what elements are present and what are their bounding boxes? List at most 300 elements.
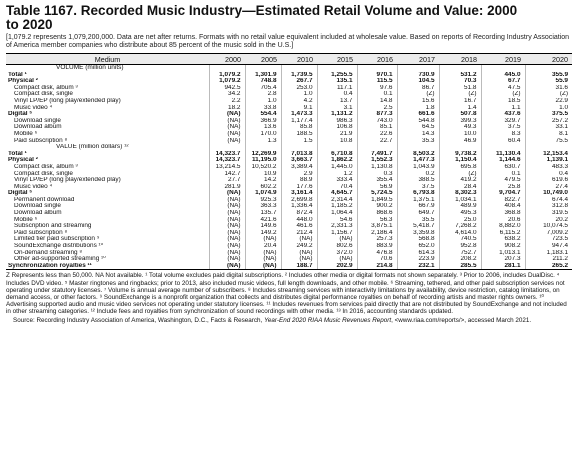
data-cell: 568.8 <box>397 236 439 243</box>
data-cell: 1,144.6 <box>481 157 525 164</box>
data-cell: 3,359.8 <box>397 230 439 237</box>
data-cell: 12,153.4 <box>525 151 572 158</box>
data-cell: 257.2 <box>525 118 572 125</box>
data-cell: 8,302.3 <box>439 190 481 197</box>
empty-cell <box>317 65 357 72</box>
data-cell: 35.3 <box>397 138 439 145</box>
data-cell: 0.1 <box>357 91 397 98</box>
data-cell: 2,331.3 <box>317 223 357 230</box>
data-cell: 2,314.4 <box>317 197 357 204</box>
table-row <box>6 98 572 105</box>
data-cell: 75.5 <box>525 138 572 145</box>
data-cell: 748.8 <box>245 78 281 85</box>
data-cell: 55.9 <box>525 78 572 85</box>
data-cell: 85.8 <box>281 124 317 131</box>
table-row <box>6 177 572 184</box>
data-cell: 135.1 <box>317 78 357 85</box>
data-cell: 214.8 <box>357 263 397 270</box>
data-cell: 8,882.0 <box>481 223 525 230</box>
data-cell: 2.5 <box>357 105 397 112</box>
data-cell: 35.5 <box>397 217 439 224</box>
row-label: Vinyl LP/EP (long play/extended play) <box>14 177 121 184</box>
row-label: Download album <box>14 210 62 217</box>
data-cell: 638.2 <box>481 236 525 243</box>
data-cell: 445.0 <box>481 72 525 79</box>
data-cell: (NA) <box>209 263 245 270</box>
empty-cell <box>397 65 439 72</box>
empty-cell <box>525 144 572 151</box>
table-row <box>6 124 572 131</box>
data-cell: 602.2 <box>245 184 281 191</box>
data-cell: 207.3 <box>481 256 525 263</box>
data-cell: 368.8 <box>481 210 525 217</box>
data-cell: 877.3 <box>357 111 397 118</box>
table-row <box>6 157 572 164</box>
empty-cell <box>525 65 572 72</box>
data-cell: 88.9 <box>281 177 317 184</box>
data-cell: 281.1 <box>481 263 525 270</box>
data-cell: 2,699.8 <box>281 197 317 204</box>
data-cell: 399.3 <box>439 118 481 125</box>
column-header-year: 2000 <box>209 54 245 65</box>
data-cell: 281.9 <box>209 184 245 191</box>
data-cell: 2.9 <box>281 171 317 178</box>
data-cell: 60.4 <box>481 138 525 145</box>
table-headnote: [1,079.2 represents 1,079,200,000. Data are net after returns. Formats with no retail value equivalent included at wholesale value. Based on reports of Recording Industry Association of America member companies who distribute about 85 percent of the music sold in the U.S.] <box>6 34 570 49</box>
empty-cell <box>245 65 281 72</box>
data-cell: 3,875.1 <box>357 223 397 230</box>
table-row <box>6 250 572 257</box>
data-cell: 67.7 <box>481 78 525 85</box>
section-header: VALUE (million dollars) ¹² <box>56 144 129 151</box>
data-cell: 177.6 <box>281 184 317 191</box>
data-cell: 11,195.0 <box>245 157 281 164</box>
table-row <box>6 230 572 237</box>
column-header-year: 2005 <box>245 54 281 65</box>
row-label: Digital ⁵ <box>8 190 33 197</box>
table-row <box>6 138 572 145</box>
column-header-year: 2016 <box>357 54 397 65</box>
data-cell: 1.0 <box>281 91 317 98</box>
data-cell: 388.5 <box>397 177 439 184</box>
row-label: Limited tier paid subscription ⁹ <box>14 236 100 243</box>
data-cell: 10.0 <box>439 131 481 138</box>
data-cell: 740.5 <box>439 236 481 243</box>
data-cell: 695.8 <box>439 164 481 171</box>
data-cell: 7,009.2 <box>525 230 572 237</box>
data-cell: 661.6 <box>397 111 439 118</box>
data-cell: 495.3 <box>439 210 481 217</box>
data-cell: 34.2 <box>209 91 245 98</box>
data-cell: 476.8 <box>357 250 397 257</box>
data-cell: 135.7 <box>245 210 281 217</box>
data-cell: 1,301.9 <box>245 72 281 79</box>
data-cell: 115.5 <box>357 78 397 85</box>
table-row <box>6 197 572 204</box>
table-row <box>6 151 572 158</box>
row-label: SoundExchange distributions ¹⁰ <box>14 243 104 250</box>
data-cell: 249.2 <box>281 243 317 250</box>
data-cell: 802.6 <box>317 243 357 250</box>
data-cell: 2.8 <box>245 91 281 98</box>
data-cell: 106.8 <box>317 124 357 131</box>
data-cell: (NA) <box>209 250 245 257</box>
data-cell: 22.9 <box>525 98 572 105</box>
column-header-year: 2018 <box>439 54 481 65</box>
data-cell: 1.1 <box>481 105 525 112</box>
data-cell: 142.7 <box>209 171 245 178</box>
column-header-year: 2010 <box>281 54 317 65</box>
data-cell: 1,862.2 <box>317 157 357 164</box>
data-cell: 743.0 <box>357 118 397 125</box>
data-cell: 149.2 <box>245 230 281 237</box>
data-cell: 223.9 <box>397 256 439 263</box>
table-row <box>6 184 572 191</box>
row-label: Compact disk, album ³ <box>14 163 78 170</box>
data-cell: 6,115.2 <box>481 230 525 237</box>
data-cell: (Z) <box>397 91 439 98</box>
data-cell: 14,323.7 <box>209 151 245 158</box>
column-header-year: 2015 <box>317 54 357 65</box>
data-table <box>6 53 572 270</box>
row-label: Mobile ⁶ <box>14 216 38 223</box>
data-cell: 6,710.8 <box>317 151 357 158</box>
data-cell: 1,013.1 <box>481 250 525 257</box>
row-label: Total ¹ <box>8 150 27 157</box>
table-row <box>6 203 572 210</box>
data-cell: (NA) <box>209 256 245 263</box>
title-line-2: to 2020 <box>6 17 53 32</box>
data-cell: 49.3 <box>439 124 481 131</box>
data-cell: 630.7 <box>481 164 525 171</box>
data-cell: 8.1 <box>525 131 572 138</box>
data-cell: 285.5 <box>439 263 481 270</box>
data-cell: 20.4 <box>245 243 281 250</box>
data-cell: 15.6 <box>397 98 439 105</box>
table-row <box>6 105 572 112</box>
data-cell: 1,150.4 <box>439 157 481 164</box>
footnotes: Z Represents less than 50,000. NA Not available. ¹ Total volume excludes paid digital subscriptions. ² Includes other media or digital formats not shown separately. ³ Prior to 2006, includes DualDisc. ⁴ Includes DVD video. ⁵ Master ringtones and ringbacks; prior to 2013, also included music videos, full length downloads, and other mobile. ⁶ Streaming, tethered, and other paid subscription services not operating under statutory licenses. ⁷ Volume is annual average number of subscribers. ⁸ Includes streaming services with interactivity limitations by availability, device restriction, catalog limitations, on demand access, or other factors. ⁹ SoundExchange is a nonprofit organization that collects and distributes digital performance royalties on behalf of recording artists and master rights owners. ¹⁰ Advertising supported audio and music video services not operating under statutory licenses. ¹¹ Includes revenues from services paid directly that are not distributed by SoundExchange and not included in other streaming categories. ¹² Include fees and royalties from synchronization of sound recordings with other media. ¹³ In 2016, accounting standards updated. <box>6 272 567 315</box>
data-cell: 4,645.7 <box>317 190 357 197</box>
data-cell: 868.6 <box>357 210 397 217</box>
data-cell: (Z) <box>481 91 525 98</box>
row-label: Paid subscription ⁸ <box>14 137 68 144</box>
row-label: Vinyl LP/EP (long play/extended play) <box>14 97 121 104</box>
data-cell: 1,336.4 <box>281 203 317 210</box>
data-cell: 1,375.1 <box>397 197 439 204</box>
header-row <box>6 54 572 65</box>
empty-cell <box>481 144 525 151</box>
data-cell: 9,738.2 <box>439 151 481 158</box>
row-label: Physical ² <box>8 78 38 85</box>
table-row <box>6 263 572 270</box>
data-cell: 872.4 <box>281 210 317 217</box>
row-label: Music video ⁴ <box>14 183 53 190</box>
data-cell: 1,473.3 <box>281 111 317 118</box>
empty-cell <box>439 65 481 72</box>
data-cell: (NA) <box>317 236 357 243</box>
data-cell: 448.0 <box>281 217 317 224</box>
data-cell: 5,418.7 <box>397 223 439 230</box>
data-cell: 1.4 <box>439 105 481 112</box>
data-cell: 5,724.5 <box>357 190 397 197</box>
data-cell: 942.5 <box>209 85 245 92</box>
data-cell: 27.7 <box>209 177 245 184</box>
data-cell: 31.6 <box>525 85 572 92</box>
data-cell: 614.3 <box>397 250 439 257</box>
section-header: VOLUME (million units) <box>56 64 124 71</box>
data-cell: 7,268.2 <box>439 223 481 230</box>
source-suffix: , <www.riaa.com/reports/>, accessed March 2021. <box>391 316 532 324</box>
data-cell: 10,074.5 <box>525 223 572 230</box>
data-cell: 10,520.2 <box>245 164 281 171</box>
data-cell: 0.1 <box>481 171 525 178</box>
data-cell: (NA) <box>245 263 281 270</box>
data-cell: 479.5 <box>481 177 525 184</box>
data-cell: 1.2 <box>317 171 357 178</box>
empty-cell <box>397 144 439 151</box>
data-cell: 188.5 <box>281 131 317 138</box>
data-cell: 7,491.7 <box>357 151 397 158</box>
data-cell: (NA) <box>209 197 245 204</box>
data-cell: 1.5 <box>281 138 317 145</box>
data-cell: 12,269.9 <box>245 151 281 158</box>
data-cell: 1,064.4 <box>317 210 357 217</box>
row-label: Compact disk, album ³ <box>14 84 78 91</box>
document-page <box>6 0 572 324</box>
data-cell: 86.7 <box>397 85 439 92</box>
data-cell: 46.9 <box>439 138 481 145</box>
data-cell: 47.5 <box>481 85 525 92</box>
table-row <box>6 118 572 125</box>
data-cell: (NA) <box>209 243 245 250</box>
data-cell: 363.3 <box>245 203 281 210</box>
title-line-1: Table 1167. Recorded Music Industry—Estimated Retail Volume and Value: 2000 <box>6 3 518 18</box>
data-cell: 1,739.5 <box>281 72 317 79</box>
data-cell: 10.9 <box>245 171 281 178</box>
row-label: Music video ⁴ <box>14 104 53 111</box>
row-label: Mobile ⁶ <box>14 130 38 137</box>
data-cell: (NA) <box>245 236 281 243</box>
table-row <box>6 85 572 92</box>
row-label: Paid subscription ⁸ <box>14 229 68 236</box>
empty-cell <box>209 65 245 72</box>
data-cell: 54.6 <box>317 217 357 224</box>
data-cell: 375.5 <box>525 111 572 118</box>
data-cell: 1,043.9 <box>397 164 439 171</box>
section-header-row <box>6 65 572 72</box>
column-header-medium: Medium <box>6 54 209 65</box>
data-cell: 70.6 <box>357 256 397 263</box>
data-cell: 947.4 <box>525 243 572 250</box>
data-cell: 908.2 <box>481 243 525 250</box>
data-cell: 0.4 <box>317 91 357 98</box>
column-header-year: 2017 <box>397 54 439 65</box>
source-prefix: Source: Recording Industry Association of America, Washington, D.C., Facts & Research, <box>13 316 265 324</box>
table-row <box>6 223 572 230</box>
data-cell: 408.4 <box>481 203 525 210</box>
data-cell: 4,614.0 <box>439 230 481 237</box>
data-cell: 9.1 <box>281 105 317 112</box>
data-cell: (Z) <box>439 91 481 98</box>
table-title <box>6 4 572 32</box>
table-row <box>6 256 572 263</box>
row-label: Compact disk, single <box>14 170 73 177</box>
data-cell: 8,503.2 <box>397 151 439 158</box>
data-cell: 3,161.4 <box>281 190 317 197</box>
row-label: Download single <box>14 117 61 124</box>
data-cell: 3,389.4 <box>281 164 317 171</box>
data-cell: 333.4 <box>317 177 357 184</box>
data-cell: 70.3 <box>439 78 481 85</box>
row-label: Download single <box>14 203 61 210</box>
data-cell: 667.9 <box>397 203 439 210</box>
data-cell: (NA) <box>281 250 317 257</box>
row-label: Download album <box>14 124 62 131</box>
data-cell: 970.1 <box>357 72 397 79</box>
table-row <box>6 210 572 217</box>
data-cell: 419.2 <box>439 177 481 184</box>
table-row <box>6 217 572 224</box>
empty-cell <box>317 144 357 151</box>
data-cell: 56.9 <box>357 184 397 191</box>
table-row <box>6 190 572 197</box>
data-cell: 1,445.0 <box>317 164 357 171</box>
data-cell: 372.0 <box>317 250 357 257</box>
data-cell: 1,177.4 <box>281 118 317 125</box>
data-cell: 1.0 <box>245 98 281 105</box>
table-row <box>6 236 572 243</box>
data-cell: (Z) <box>439 171 481 178</box>
data-cell: 18.5 <box>481 98 525 105</box>
data-cell: 1,130.8 <box>357 164 397 171</box>
row-label: Other ad-supported streaming ¹⁰ <box>14 256 106 263</box>
data-cell: 1,156.7 <box>317 230 357 237</box>
data-cell: (NA) <box>209 217 245 224</box>
empty-cell <box>357 144 397 151</box>
empty-cell <box>439 144 481 151</box>
data-cell: 649.7 <box>397 210 439 217</box>
row-label: Compact disk, single <box>14 91 73 98</box>
data-cell: 257.3 <box>357 236 397 243</box>
row-label: Physical ² <box>8 157 38 164</box>
data-cell: (NA) <box>209 230 245 237</box>
data-cell: 437.6 <box>481 111 525 118</box>
row-label: Total ¹ <box>8 71 27 78</box>
table-row <box>6 131 572 138</box>
data-cell: (NA) <box>209 118 245 125</box>
data-cell: 212.4 <box>281 230 317 237</box>
data-cell: 14,323.7 <box>209 157 245 164</box>
data-cell: 1,131.2 <box>317 111 357 118</box>
data-cell: 85.1 <box>357 124 397 131</box>
data-cell: 97.6 <box>357 85 397 92</box>
data-cell: 25.8 <box>481 184 525 191</box>
data-cell: 674.4 <box>525 197 572 204</box>
data-cell: 544.8 <box>397 118 439 125</box>
data-cell: 319.5 <box>525 210 572 217</box>
data-cell: 14.3 <box>397 131 439 138</box>
data-cell: 2,186.4 <box>357 230 397 237</box>
data-cell: 1,183.1 <box>525 250 572 257</box>
data-cell: 13,214.5 <box>209 164 245 171</box>
empty-cell <box>245 144 281 151</box>
data-cell: (NA) <box>209 236 245 243</box>
source-title: Year-End 2020 RIAA Music Revenues Report <box>264 316 392 324</box>
data-cell: (NA) <box>281 256 317 263</box>
data-cell: 3.1 <box>317 105 357 112</box>
data-cell: (NA) <box>317 256 357 263</box>
column-header-year: 2020 <box>525 54 572 65</box>
column-header-year: 2019 <box>481 54 525 65</box>
data-cell: 0.4 <box>525 171 572 178</box>
empty-cell <box>281 65 317 72</box>
data-cell: 1,074.9 <box>245 190 281 197</box>
data-cell: 925.3 <box>245 197 281 204</box>
table-row <box>6 243 572 250</box>
table-row <box>6 72 572 79</box>
data-cell: 37.5 <box>397 184 439 191</box>
data-cell: 33.1 <box>525 124 572 131</box>
row-label: Subscription and streaming <box>14 223 92 230</box>
data-cell: (NA) <box>209 203 245 210</box>
data-cell: 13.6 <box>245 124 281 131</box>
data-cell: 1,079.2 <box>209 72 245 79</box>
data-cell: 20.6 <box>481 217 525 224</box>
source-note <box>6 317 572 324</box>
empty-cell <box>481 65 525 72</box>
table-row <box>6 78 572 85</box>
data-cell: (NA) <box>281 236 317 243</box>
data-cell: 952.8 <box>439 243 481 250</box>
data-cell: 1,034.1 <box>439 197 481 204</box>
data-cell: 0.2 <box>397 171 439 178</box>
table-row <box>6 164 572 171</box>
data-cell: 2.2 <box>209 98 245 105</box>
data-cell: 13.7 <box>317 98 357 105</box>
data-cell: 202.9 <box>317 263 357 270</box>
data-cell: 507.8 <box>439 111 481 118</box>
data-cell: 22.6 <box>357 131 397 138</box>
data-cell: 366.9 <box>245 118 281 125</box>
data-cell: (NA) <box>209 138 245 145</box>
data-cell: 723.5 <box>525 236 572 243</box>
data-cell: 25.0 <box>439 217 481 224</box>
data-cell: 51.8 <box>439 85 481 92</box>
data-cell: 1,139.1 <box>525 157 572 164</box>
data-cell: 149.6 <box>245 223 281 230</box>
data-cell: 822.7 <box>481 197 525 204</box>
table-row <box>6 91 572 98</box>
empty-cell <box>281 144 317 151</box>
data-cell: 70.4 <box>317 184 357 191</box>
data-cell: (NA) <box>209 131 245 138</box>
data-cell: 554.4 <box>245 111 281 118</box>
data-cell: 211.2 <box>525 256 572 263</box>
data-cell: 188.7 <box>281 263 317 270</box>
data-cell: 10.8 <box>317 138 357 145</box>
table-row <box>6 171 572 178</box>
data-cell: (NA) <box>209 124 245 131</box>
data-cell: 265.2 <box>525 263 572 270</box>
data-cell: 421.6 <box>245 217 281 224</box>
table-body <box>6 65 572 270</box>
data-cell: 37.5 <box>481 124 525 131</box>
row-label: Synchronization royalties ¹¹ <box>6 263 209 270</box>
data-cell: 267.7 <box>281 78 317 85</box>
data-cell: 7,013.8 <box>281 151 317 158</box>
data-cell: 1,477.3 <box>397 157 439 164</box>
